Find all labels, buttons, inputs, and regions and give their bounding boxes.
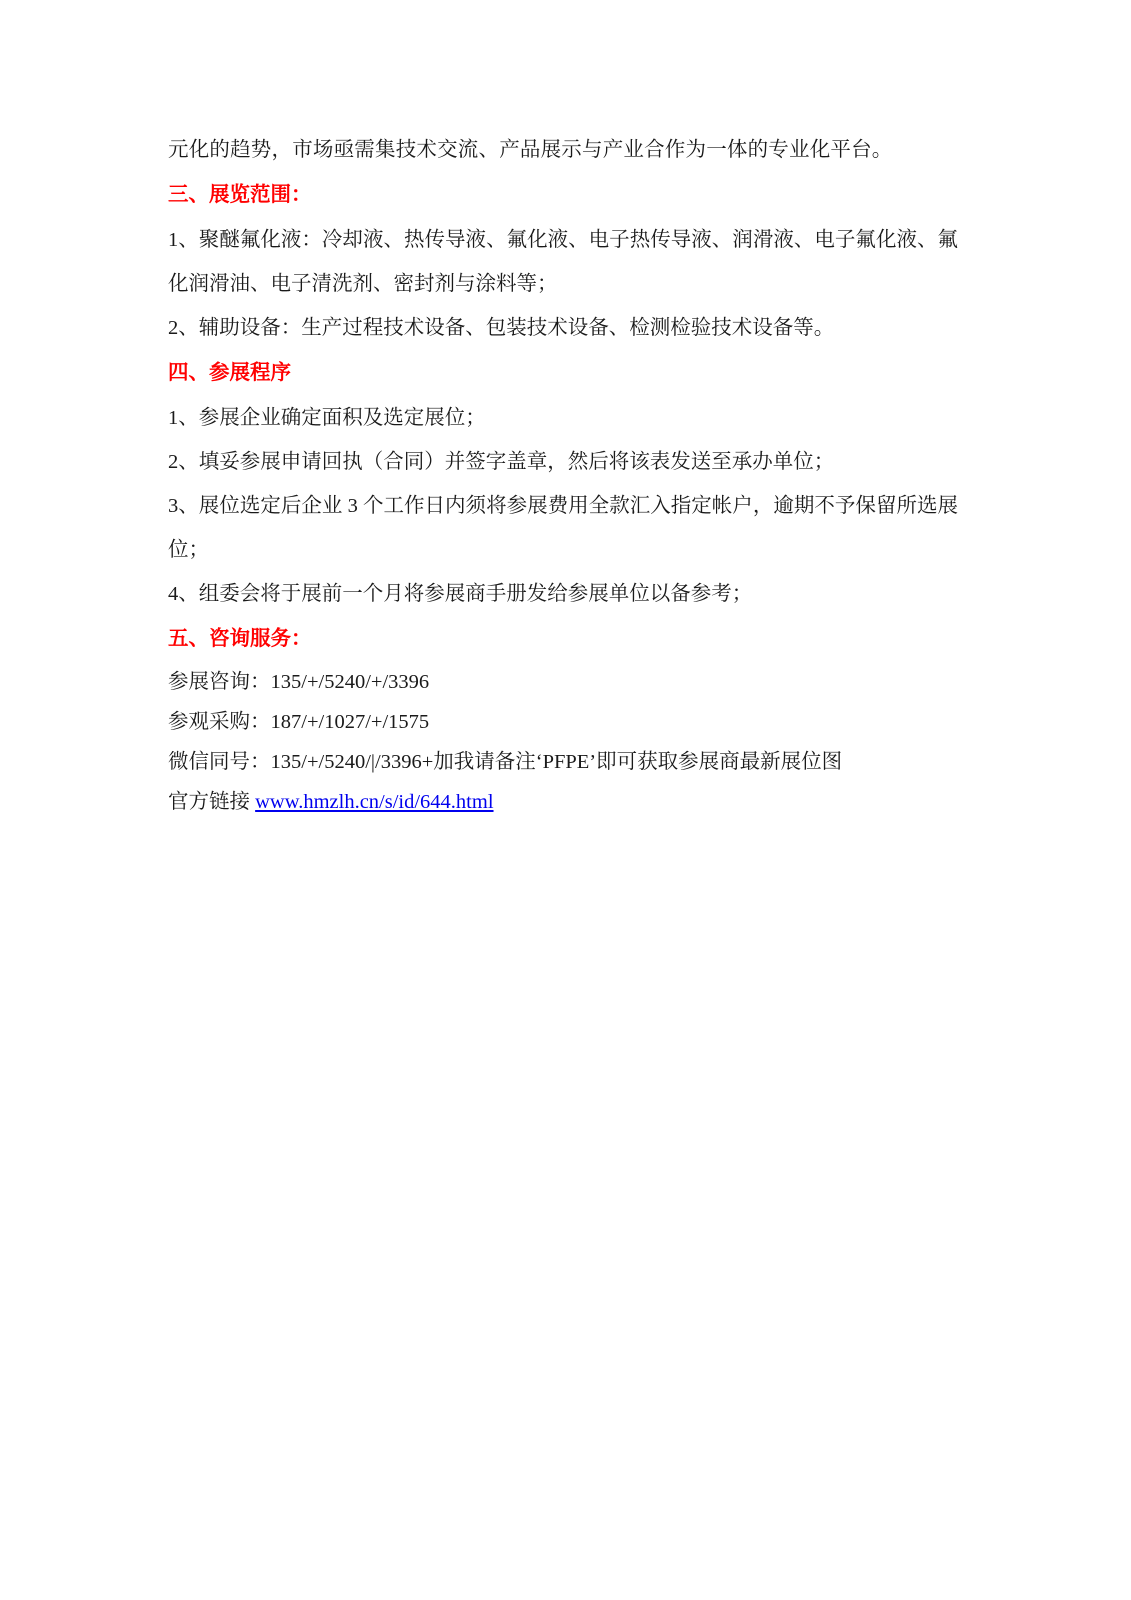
official-link-line <box>168 782 958 822</box>
official-link[interactable]: www.hmzlh.cn/s/id/644.html <box>255 791 494 813</box>
list-item: 1、参展企业确定面积及选定展位； <box>168 407 486 429</box>
section-heading-exhibition-scope: 三、展览范围： <box>168 184 312 206</box>
list-item: 3、展位选定后企业 3 个工作日内须将参展费用全款汇入指定帐户，逾期不予保留所选展位； <box>168 495 958 561</box>
list-item: 1、聚醚氟化液：冷却液、热传导液、氟化液、电子热传导液、润滑液、电子氟化液、氟化润滑油、电子清洗剂、密封剂与涂料等； <box>168 229 958 295</box>
document-body <box>168 128 958 822</box>
intro-paragraph: 元化的趋势，市场亟需集技术交流、产品展示与产业合作为一体的专业化平台。 <box>168 139 893 161</box>
contact-wechat-line: 微信同号：135/+/5240/|/3396+加我请备注‘PFPE’即可获取参展商最新展位图 <box>168 751 843 773</box>
contact-exhibitor-line: 参展咨询：135/+/5240/+/3396 <box>168 671 430 693</box>
list-item: 4、组委会将于展前一个月将参展商手册发给参展单位以备参考； <box>168 583 753 605</box>
section-heading-consulting-service: 五、咨询服务： <box>168 628 312 650</box>
list-item: 2、辅助设备：生产过程技术设备、包装技术设备、检测检验技术设备等。 <box>168 317 835 339</box>
official-link-label: 官方链接 <box>168 791 256 813</box>
section-heading-exhibition-procedure: 四、参展程序 <box>168 362 291 384</box>
list-item: 2、填妥参展申请回执（合同）并签字盖章，然后将该表发送至承办单位； <box>168 451 835 473</box>
contact-visitor-line: 参观采购：187/+/1027/+/1575 <box>168 711 430 733</box>
